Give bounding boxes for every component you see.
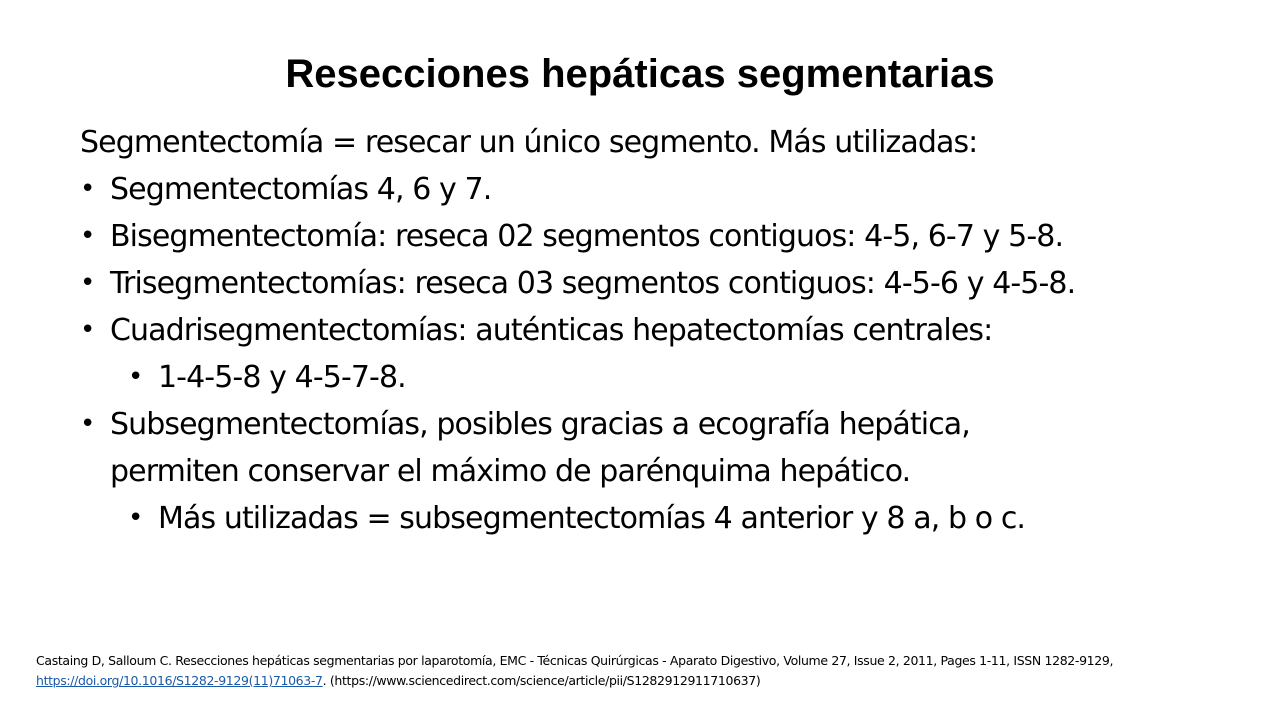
bullet-text: Segmentectomías 4, 6 y 7. bbox=[110, 172, 492, 207]
sub-bullet-text: Más utilizadas = subsegmentectomías 4 anterior y 8 a, b o c. bbox=[158, 501, 1026, 536]
bullet-icon: • bbox=[80, 315, 95, 345]
bullet-item bbox=[80, 213, 1220, 260]
doi-link[interactable]: https://doi.org/10.1016/S1282-9129(11)71063-7 bbox=[36, 673, 323, 688]
slide-title: Resecciones hepáticas segmentarias bbox=[285, 52, 995, 96]
citation-text: Castaing D, Salloum C. Resecciones hepáticas segmentarias por laparotomía, EMC - Técnicas Quirúrgicas - Aparato Digestivo, Volume 27, Issue 2, 2011, Pages 1-11, ISSN 1282-9129, bbox=[36, 653, 1114, 668]
bullet-item bbox=[80, 401, 1220, 495]
bullet-text: Cuadrisegmentectomías: auténticas hepatectomías centrales: bbox=[110, 313, 993, 348]
bullet-icon: • bbox=[128, 503, 143, 533]
bullet-icon: • bbox=[128, 362, 143, 392]
slide-body bbox=[80, 119, 1220, 542]
bullet-item bbox=[80, 260, 1220, 307]
citation bbox=[36, 651, 1176, 691]
sub-bullet-text: 1-4-5-8 y 4-5-7-8. bbox=[158, 360, 406, 395]
bullet-text: Subsegmentectomías, posibles gracias a ecografía hepática, permiten conservar el máximo de parénquima hepático. bbox=[110, 407, 970, 489]
sub-bullet-item bbox=[128, 354, 1220, 401]
bullet-icon: • bbox=[80, 409, 95, 439]
citation-url-text: . (https://www.sciencedirect.com/science/article/pii/S1282912911710637) bbox=[322, 673, 761, 688]
bullet-icon: • bbox=[80, 268, 95, 298]
bullet-text: Bisegmentectomía: reseca 02 segmentos contiguos: 4-5, 6-7 y 5-8. bbox=[110, 219, 1064, 254]
bullet-icon: • bbox=[80, 221, 95, 251]
bullet-text: Trisegmentectomías: reseca 03 segmentos contiguos: 4-5-6 y 4-5-8. bbox=[110, 266, 1076, 301]
bullet-item bbox=[80, 307, 1220, 354]
bullet-icon: • bbox=[80, 174, 95, 204]
bullet-item bbox=[80, 166, 1220, 213]
sub-bullet-item bbox=[128, 495, 1220, 542]
intro-text: Segmentectomía = resecar un único segmento. Más utilizadas: bbox=[80, 125, 978, 160]
